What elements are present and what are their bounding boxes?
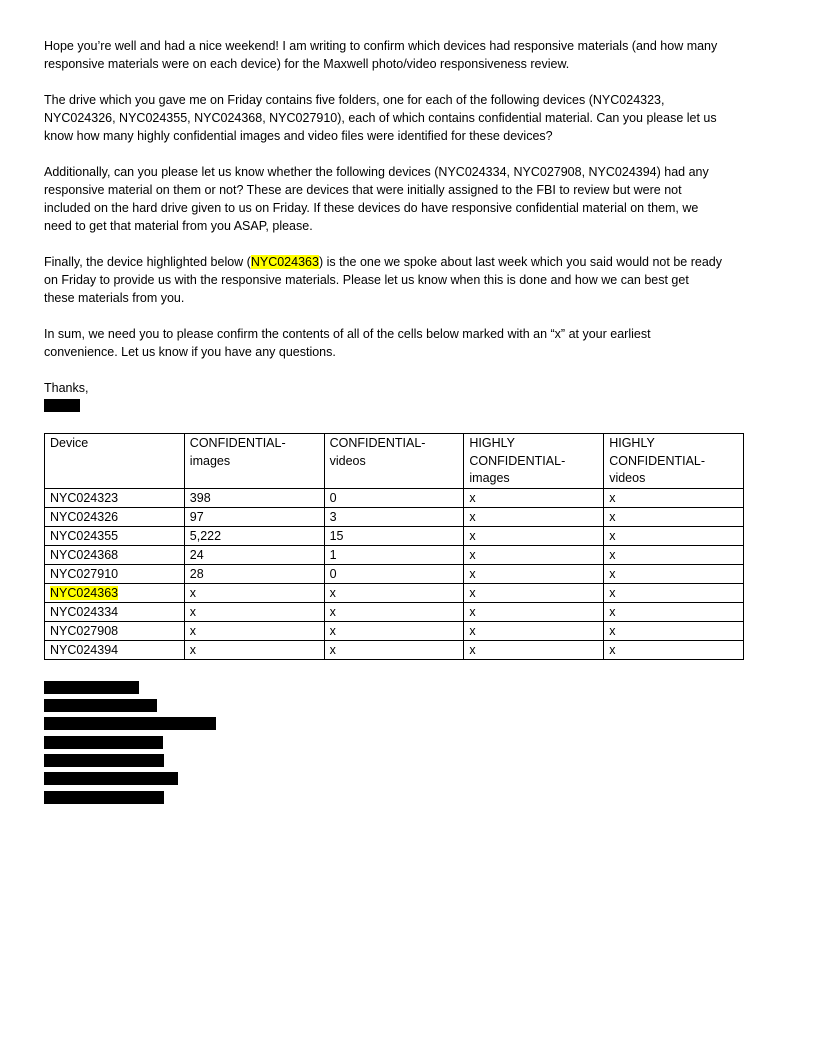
value-cell: x [464, 583, 604, 602]
text-segment: The drive which you gave me on Friday contains five folders, one for each of the following devices (NYC024323, [44, 93, 665, 107]
value-cell: x [184, 640, 324, 659]
paragraph [44, 163, 776, 235]
table-row [45, 602, 744, 621]
device-id: NYC024334 [50, 604, 119, 619]
paragraph-line [44, 37, 776, 55]
device-id: NYC027908 [50, 623, 119, 638]
table-header-row [45, 434, 744, 489]
value-cell: x [604, 583, 744, 602]
redacted-text-bar [44, 681, 139, 694]
device-cell [45, 488, 185, 507]
device-cell [45, 621, 185, 640]
redacted-paragraph-block [44, 681, 776, 804]
value-cell: x [604, 621, 744, 640]
value-cell: x [604, 564, 744, 583]
signature-line [44, 397, 776, 415]
paragraph [44, 325, 776, 361]
paragraph-line [44, 253, 776, 271]
device-cell [45, 526, 185, 545]
value-cell: x [184, 602, 324, 621]
paragraph [44, 91, 776, 145]
value-cell: x [604, 545, 744, 564]
redacted-text-bar [44, 772, 178, 785]
table-row [45, 488, 744, 507]
text-segment: need to get that material from you ASAP, please. [44, 219, 313, 233]
text-segment: convenience. Let us know if you have any questions. [44, 345, 336, 359]
device-cell [45, 564, 185, 583]
value-cell: x [464, 545, 604, 564]
table-row [45, 564, 744, 583]
table-row [45, 621, 744, 640]
device-cell [45, 545, 185, 564]
value-cell: x [464, 564, 604, 583]
value-cell: 1 [324, 545, 464, 564]
text-segment: on Friday to provide us with the responsive materials. Please let us know when this is done and how we can best get [44, 273, 689, 287]
value-cell: x [324, 640, 464, 659]
paragraph-line [44, 91, 776, 109]
redacted-text-bar [44, 717, 216, 730]
value-cell: 0 [324, 564, 464, 583]
closing-block [44, 379, 776, 415]
paragraph-line [44, 289, 776, 307]
value-cell: x [604, 526, 744, 545]
device-cell [45, 640, 185, 659]
paragraph-line [44, 181, 776, 199]
value-cell: x [324, 602, 464, 621]
value-cell: x [604, 602, 744, 621]
text-segment: included on the hard drive given to us on Friday. If these devices do have responsive confidential material on them, we [44, 201, 699, 215]
redacted-text-bar [44, 791, 164, 804]
text-segment: Hope you’re well and had a nice weekend! I am writing to confirm which devices had responsive materials (and how many [44, 39, 718, 53]
column-header: Device [45, 434, 185, 489]
table-row [45, 526, 744, 545]
value-cell: x [604, 507, 744, 526]
paragraph [44, 253, 776, 307]
value-cell: 3 [324, 507, 464, 526]
value-cell: 0 [324, 488, 464, 507]
device-id: NYC024368 [50, 547, 119, 562]
device-cell [45, 602, 185, 621]
value-cell: x [324, 583, 464, 602]
text-segment: responsive material on them or not? These are devices that were initially assigned to the FBI to review but were not [44, 183, 682, 197]
value-cell: 97 [184, 507, 324, 526]
paragraph-line [44, 55, 776, 73]
column-header: CONFIDENTIAL-images [184, 434, 324, 489]
text-segment: Additionally, can you please let us know whether the following devices (NYC024334, NYC027908, NYC024394) had any [44, 165, 709, 179]
paragraph-line [44, 199, 776, 217]
value-cell: x [604, 488, 744, 507]
table-row [45, 545, 744, 564]
value-cell: x [604, 640, 744, 659]
table-row [45, 583, 744, 602]
paragraph-line [44, 271, 776, 289]
devices-table [44, 433, 744, 660]
highlighted-device-id: NYC024363 [250, 255, 319, 269]
closing-text: Thanks, [44, 381, 89, 395]
letter-body [44, 37, 776, 361]
value-cell: 28 [184, 564, 324, 583]
devices-table-head [45, 434, 744, 489]
redacted-signature-bar [44, 399, 80, 412]
value-cell: x [184, 621, 324, 640]
paragraph-line [44, 109, 776, 127]
text-segment: Finally, the device highlighted below ( [44, 255, 251, 269]
redacted-text-bar [44, 736, 163, 749]
value-cell: x [184, 583, 324, 602]
value-cell: x [464, 488, 604, 507]
device-cell [45, 583, 185, 602]
device-id: NYC024394 [50, 642, 119, 657]
value-cell: x [464, 602, 604, 621]
text-segment: NYC024326, NYC024355, NYC024368, NYC027910), each of which contains confidential material. Can you please let us [44, 111, 717, 125]
text-segment: these materials from you. [44, 291, 185, 305]
highlighted-device-id: NYC024363 [50, 585, 119, 600]
table-row [45, 507, 744, 526]
column-header: HIGHLY CONFIDENTIAL-videos [604, 434, 744, 489]
value-cell: x [464, 526, 604, 545]
device-cell [45, 507, 185, 526]
device-id: NYC024326 [50, 509, 119, 524]
paragraph-line [44, 217, 776, 235]
device-id: NYC024323 [50, 490, 119, 505]
text-segment: know how many highly confidential images and video files were identified for these devices? [44, 129, 553, 143]
value-cell: 5,222 [184, 526, 324, 545]
redacted-text-bar [44, 699, 157, 712]
device-id: NYC024355 [50, 528, 119, 543]
paragraph-line [44, 127, 776, 145]
text-segment: responsive materials were on each device) for the Maxwell photo/video responsiveness review. [44, 57, 570, 71]
column-header: CONFIDENTIAL-videos [324, 434, 464, 489]
device-id: NYC027910 [50, 566, 119, 581]
paragraph-line [44, 343, 776, 361]
paragraph [44, 37, 776, 73]
value-cell: x [464, 640, 604, 659]
value-cell: 398 [184, 488, 324, 507]
value-cell: 15 [324, 526, 464, 545]
redacted-text-bar [44, 754, 164, 767]
devices-table-body [45, 488, 744, 659]
value-cell: x [464, 621, 604, 640]
column-header: HIGHLY CONFIDENTIAL-images [464, 434, 604, 489]
value-cell: x [464, 507, 604, 526]
paragraph-line [44, 325, 776, 343]
text-segment: In sum, we need you to please confirm the contents of all of the cells below marked with an “x” at your earliest [44, 327, 651, 341]
text-segment: ) is the one we spoke about last week which you said would not be ready [318, 255, 722, 269]
value-cell: x [324, 621, 464, 640]
value-cell: 24 [184, 545, 324, 564]
paragraph-line [44, 163, 776, 181]
table-row [45, 640, 744, 659]
